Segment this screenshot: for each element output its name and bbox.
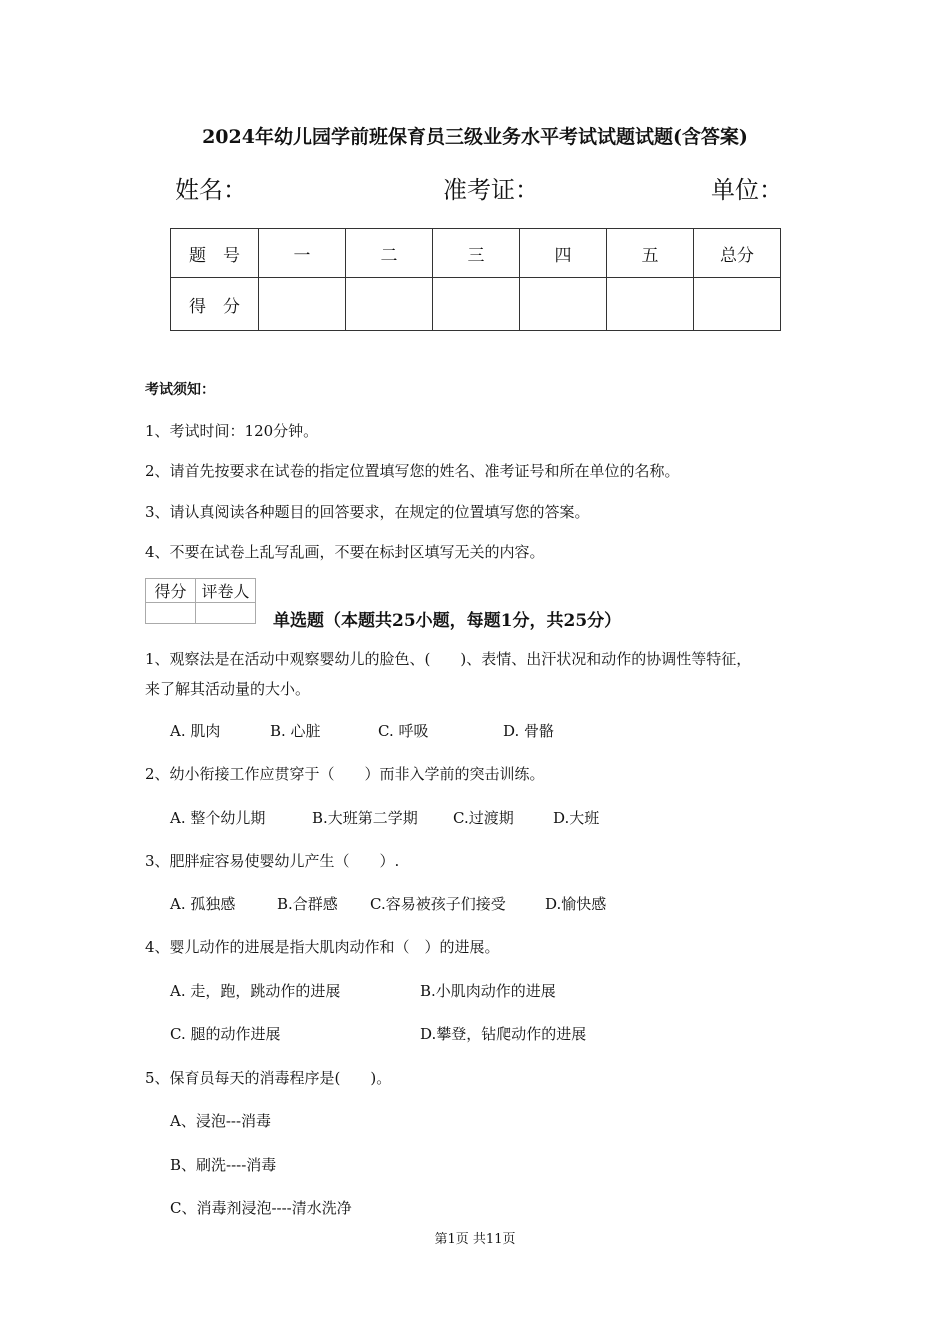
option-c[interactable]: C、消毒剂浸泡----清水洗净 — [170, 1199, 352, 1217]
score-cell[interactable] — [433, 278, 520, 331]
notice-item: 3、请认真阅读各种题目的回答要求，在规定的位置填写您的答案。 — [145, 503, 590, 521]
option-a[interactable]: A. 整个幼儿期 — [170, 809, 266, 827]
score-header-4: 四 — [520, 229, 607, 278]
grader-score-cell[interactable] — [146, 603, 196, 624]
exam-id-label: 准考证： — [443, 176, 539, 204]
notice-item: 1、考试时间：120分钟。 — [145, 422, 319, 440]
score-header-5: 五 — [607, 229, 694, 278]
score-cell[interactable] — [607, 278, 694, 331]
option-d[interactable]: D. 骨骼 — [503, 722, 555, 740]
score-header-1: 一 — [259, 229, 346, 278]
option-a[interactable]: A. 肌肉 — [170, 722, 221, 740]
score-cell[interactable] — [694, 278, 781, 331]
option-b[interactable]: B.合群感 — [277, 895, 338, 913]
score-header-total: 总分 — [694, 229, 781, 278]
score-row-label: 得 分 — [171, 278, 259, 331]
notice-item: 4、不要在试卷上乱写乱画，不要在标封区填写无关的内容。 — [145, 543, 545, 561]
option-a[interactable]: A. 走，跑，跳动作的进展 — [170, 982, 341, 1000]
option-b[interactable]: B.大班第二学期 — [312, 809, 418, 827]
score-table — [170, 228, 781, 331]
question-stem: 2、幼小衔接工作应贯穿于（ ）而非入学前的突击训练。 — [145, 765, 545, 783]
grader-box — [145, 578, 256, 624]
question-stem: 4、婴儿动作的进展是指大肌肉动作和（ ）的进展。 — [145, 938, 500, 956]
option-b[interactable]: B. 心脏 — [270, 722, 321, 740]
score-cell[interactable] — [346, 278, 433, 331]
notice-heading: 考试须知： — [145, 382, 215, 398]
question-stem: 5、保育员每天的消毒程序是( )。 — [145, 1069, 392, 1087]
page-title: 2024年幼儿园学前班保育员三级业务水平考试试题试题(含答案) — [202, 126, 748, 148]
grader-score-label: 得分 — [146, 579, 196, 603]
option-c[interactable]: C. 腿的动作进展 — [170, 1025, 281, 1043]
section-title: 单选题（本题共25小题，每题1分，共25分） — [273, 611, 622, 631]
option-c[interactable]: C. 呼吸 — [378, 722, 429, 740]
option-c[interactable]: C.容易被孩子们接受 — [370, 895, 506, 913]
question-stem-continued: 来了解其活动量的大小。 — [145, 680, 311, 698]
option-d[interactable]: D.愉快感 — [545, 895, 607, 913]
score-header-label: 题 号 — [171, 229, 259, 278]
option-b[interactable]: B、刷洗----消毒 — [170, 1156, 277, 1174]
question-stem: 3、肥胖症容易使婴幼儿产生（ ）. — [145, 852, 400, 870]
unit-label: 单位： — [711, 176, 783, 204]
option-a[interactable]: A、浸泡---消毒 — [170, 1112, 272, 1130]
score-cell[interactable] — [259, 278, 346, 331]
score-header-2: 二 — [346, 229, 433, 278]
option-a[interactable]: A. 孤独感 — [170, 895, 236, 913]
score-cell[interactable] — [520, 278, 607, 331]
option-d[interactable]: D.大班 — [553, 809, 600, 827]
question-stem: 1、观察法是在活动中观察婴幼儿的脸色、( )、表情、出汗状况和动作的协调性等特征， — [145, 650, 752, 668]
page-footer: 第1页 共11页 — [434, 1232, 516, 1247]
option-b[interactable]: B.小肌肉动作的进展 — [420, 982, 556, 1000]
option-c[interactable]: C.过渡期 — [453, 809, 514, 827]
notice-item: 2、请首先按要求在试卷的指定位置填写您的姓名、准考证号和所在单位的名称。 — [145, 462, 680, 480]
score-header-3: 三 — [433, 229, 520, 278]
grader-reviewer-label: 评卷人 — [196, 579, 256, 603]
grader-reviewer-cell[interactable] — [196, 603, 256, 624]
name-label: 姓名： — [175, 176, 247, 204]
option-d[interactable]: D.攀登，钻爬动作的进展 — [420, 1025, 587, 1043]
